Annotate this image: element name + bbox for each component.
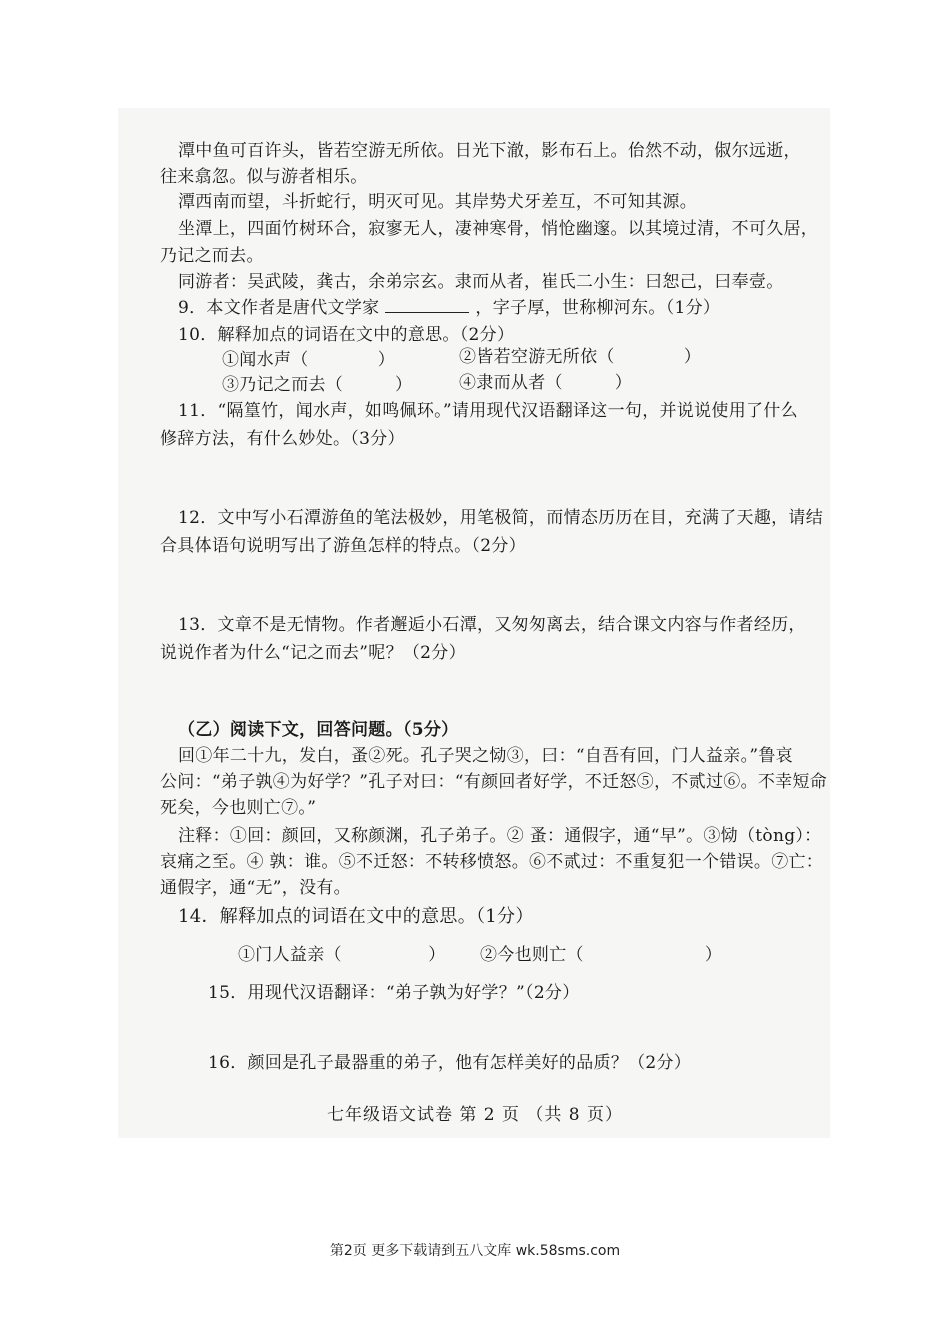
question-10-option: ④隶而从者（ ） [459,373,632,393]
question-12-line: 合具体语句说明写出了游鱼怎样的特点。（2分） [160,536,526,556]
question-10-option: ①闻水声（ ） [222,350,395,370]
passage-yi-line: 死矣，今也则亡⑦。” [160,798,317,818]
notes-line: 注释：①回：颜回，又称颜渊，孔子弟子。② 蚤：通假字，通“早”。③恸（tòng）： [178,826,822,846]
passage-line: 坐潭上，四面竹树环合，寂寥无人，凄神寒骨，悄怆幽邃。以其境过清，不可久居， [178,219,819,239]
question-10-option: ②皆若空游无所依（ ） [459,347,702,367]
passage-line: 同游者：吴武陵，龚古，余弟宗玄。隶而从者，崔氏二小生：曰恕己，曰奉壹。 [178,272,784,292]
question-16: 16．颜回是孔子最器重的弟子，他有怎样美好的品质？（2分） [208,1053,692,1073]
question-9-text: 9．本文作者是唐代文学家 [178,298,380,318]
passage-line: 乃记之而去。 [160,246,264,266]
passage-line: 潭中鱼可百许头，皆若空游无所依。日光下澈，影布石上。佁然不动，俶尔远逝， [178,141,801,161]
notes-line: 通假字，通“无”，没有。 [160,878,351,898]
section-yi-heading: （乙）阅读下文，回答问题。（5分） [178,720,459,740]
question-10-stem: 10．解释加点的词语在文中的意思。（2分） [178,325,515,345]
passage-yi-line: 回①年二十九，发白，蚤②死。孔子哭之恸③，曰：“自吾有回，门人益亲。”鲁哀 [178,746,793,766]
question-9-tail: ，字子厚，世称柳河东。（1分） [475,298,721,318]
notes-line: 哀痛之至。④ 孰：谁。⑤不迁怒：不转移愤怒。⑥不贰过：不重复犯一个错误。⑦亡： [160,852,824,872]
question-12-line: 12．文中写小石潭游鱼的笔法极妙，用笔极简，而情态历历在目，充满了天趣，请结 [178,508,824,528]
question-11-line: 修辞方法，有什么妙处。（3分） [160,429,405,449]
answer-blank[interactable] [385,298,469,313]
passage-line: 潭西南而望，斗折蛇行，明灭可见。其岸势犬牙差互，不可知其源。 [178,192,697,212]
question-14-option: ①门人益亲（ ） [238,945,446,965]
site-page-footer: 第2页 更多下载请到五八文库 wk.58sms.com [329,1243,621,1259]
question-14-option: ②今也则亡（ ） [480,945,723,965]
question-14-stem: 14．解释加点的词语在文中的意思。（1分） [178,906,534,927]
question-15: 15．用现代汉语翻译：“弟子孰为好学？”（2分） [208,983,580,1003]
question-13-line: 说说作者为什么“记之而去”呢？（2分） [160,643,466,663]
exam-page-footer: 七年级语文试卷 第 2 页 （共 8 页） [326,1105,624,1125]
question-9 [178,297,720,319]
question-10-option: ③乃记之而去（ ） [222,375,413,395]
passage-yi-line: 公问：“弟子孰④为好学？”孔子对曰：“有颜回者好学，不迁怒⑤，不贰过⑥。不幸短命 [160,772,828,792]
question-13-line: 13．文章不是无情物。作者邂逅小石潭，又匆匆离去，结合课文内容与作者经历， [178,615,806,635]
question-11-line: 11．“隔篁竹，闻水声，如鸣佩环。”请用现代汉语翻译这一句，并说说使用了什么 [178,401,798,421]
passage-line: 往来翕忽。似与游者相乐。 [160,167,368,187]
